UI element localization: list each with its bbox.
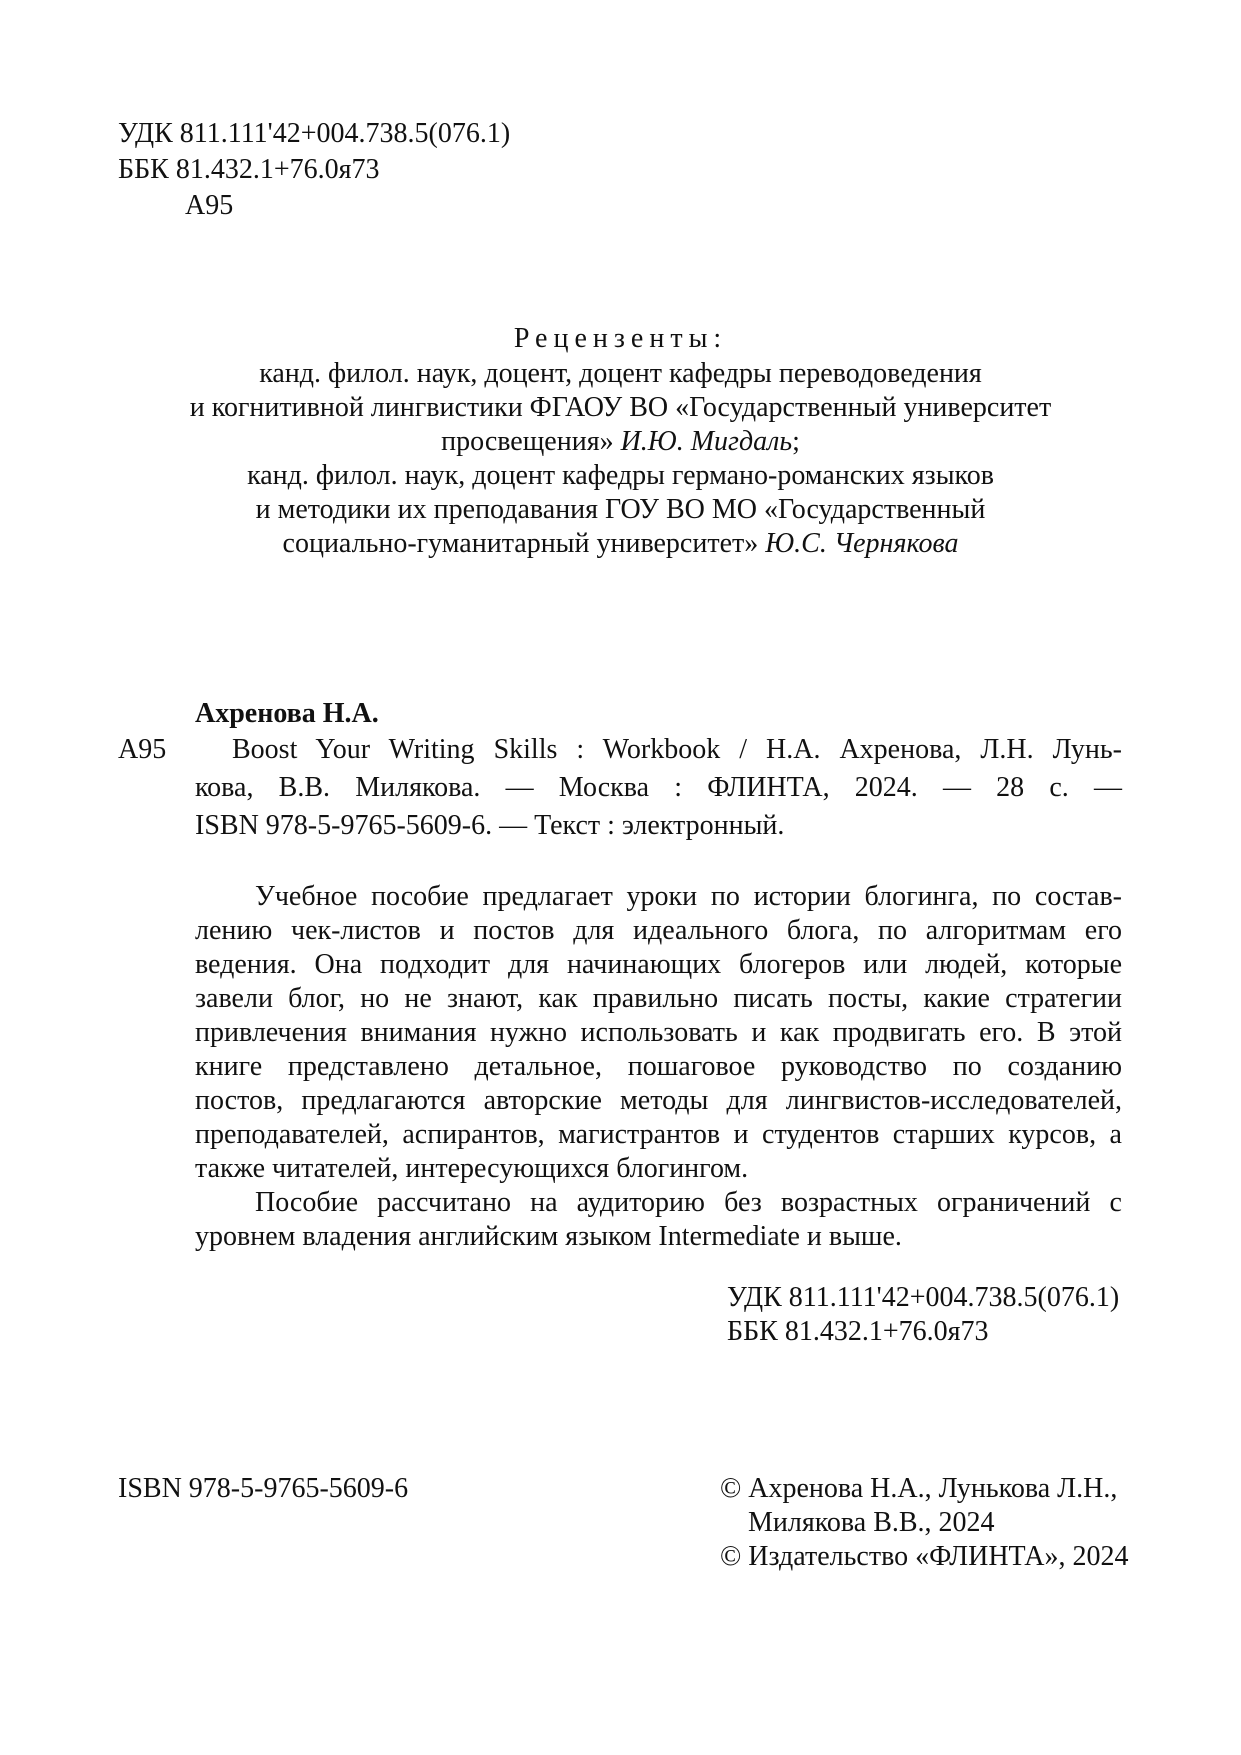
abstract-line: постов, предлагаются авторские методы для лингвистов-исследователей, xyxy=(195,1085,1122,1116)
reviewer2-name: Ю.С. Чернякова xyxy=(765,528,959,559)
abstract-p2-line1: Пособие рассчитано на аудиторию без возрастных ограничений с xyxy=(255,1187,1122,1218)
abstract-line: также читателей, интересующихся блогингом. xyxy=(195,1153,749,1184)
reviewer1-name: И.Ю. Мигдаль xyxy=(620,426,793,457)
reviewers-title: Рецензенты: xyxy=(513,323,728,354)
catalog-line2: кова, В.В. Милякова. — Москва : ФЛИНТА, 2024. — 28 с. — xyxy=(195,772,1122,803)
catalog-code: А95 xyxy=(118,734,167,765)
catalog-author: Ахренова Н.А. xyxy=(195,698,379,729)
reviewer1-line2: и когнитивной лингвистики ФГАОУ ВО «Государственный университет xyxy=(189,392,1052,423)
abstract-line: книге представлено детальное, пошаговое руководство по созданию xyxy=(195,1051,1122,1082)
reviewer1-line1: канд. филол. наук, доцент, доцент кафедры переводоведения xyxy=(259,358,982,389)
reviewer2-line2: и методики их преподавания ГОУ ВО МО «Государственный xyxy=(255,494,986,525)
copyright-authors: © Ахренова Н.А., Лунькова Л.Н., xyxy=(720,1473,1118,1504)
abstract-line: Учебное пособие предлагает уроки по истории блогинга, по состав- xyxy=(255,881,1122,912)
udk-header: УДК 811.111'42+004.738.5(076.1) xyxy=(118,118,511,149)
catalog-line3: ISBN 978-5-9765-5609-6. — Текст : электронный. xyxy=(195,810,785,841)
reviewer1-line3: просвещения» И.Ю. Мигдаль; xyxy=(441,426,800,457)
reviewer2-line3: социально-гуманитарный университет» Ю.С. Чернякова xyxy=(282,528,959,559)
abstract-line: ведения. Она подходит для начинающих блогеров или людей, которые xyxy=(195,949,1122,980)
abstract-line: привлечения внимания нужно использовать и как продвигать его. В этой xyxy=(195,1017,1122,1048)
reviewer2-line1: канд. филол. наук, доцент кафедры германо-романских языков xyxy=(247,460,994,491)
author-code-header: А95 xyxy=(185,190,234,221)
abstract-line: лению чек-листов и постов для идеального блога, по алгоритмам его xyxy=(195,915,1122,946)
isbn: ISBN 978-5-9765-5609-6 xyxy=(118,1473,409,1504)
bbk-classification: ББК 81.432.1+76.0я73 xyxy=(727,1316,989,1347)
udk-classification: УДК 811.111'42+004.738.5(076.1) xyxy=(727,1282,1120,1313)
abstract-line: завели блог, но не знают, как правильно писать посты, какие стратегии xyxy=(195,983,1122,1014)
copyright-authors-cont: Милякова В.В., 2024 xyxy=(748,1507,995,1538)
abstract-line: преподавателей, аспирантов, магистрантов и студентов старших курсов, а xyxy=(195,1119,1122,1150)
catalog-line1: Boost Your Writing Skills : Workbook / Н.А. Ахренова, Л.Н. Лунь- xyxy=(232,734,1122,765)
abstract-p2-line2: уровнем владения английским языком Intermediate и выше. xyxy=(195,1221,902,1252)
bbk-header: ББК 81.432.1+76.0я73 xyxy=(118,154,380,185)
copyright-publisher: © Издательство «ФЛИНТА», 2024 xyxy=(720,1541,1129,1572)
